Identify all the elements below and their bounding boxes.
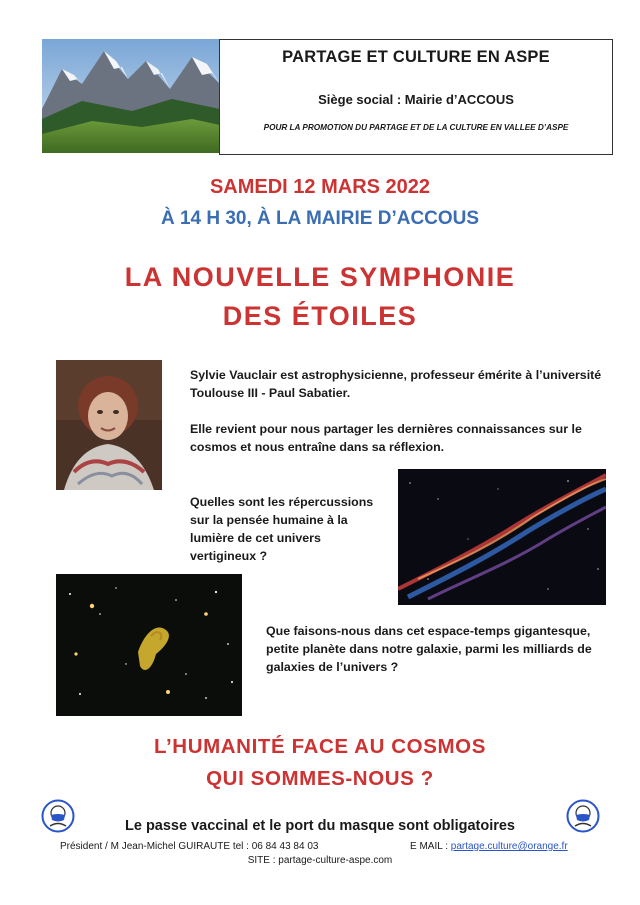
conclusion-line2: QUI SOMMES-NOUS ? [206, 767, 434, 790]
speaker-portrait [56, 360, 162, 490]
event-time-place: À 14 H 30, À LA MAIRIE D’ACCOUS [160, 208, 480, 229]
website: SITE : partage-culture-aspe.com [247, 855, 393, 866]
header-box [219, 39, 613, 155]
association-name: PARTAGE ET CULTURE EN ASPE [282, 48, 550, 66]
president-contact: Président / M Jean-Michel GUIRAUTE tel : 06 84 43 84 03 [60, 841, 319, 852]
event-title-line2: DES ÉTOILES [222, 301, 418, 331]
health-notice: Le passe vaccinal et le port du masque sont obligatoires [125, 818, 515, 834]
event-title-line1: LA NOUVELLE SYMPHONIE [124, 262, 516, 292]
question-one: Quelles sont les répercussions sur la pensée humaine à la lumière de cet univers vertigineux ? [190, 495, 374, 563]
nebula-image [398, 469, 606, 605]
question-two: Que faisons-nous dans cet espace-temps gigantesque, petite planète dans notre galaxie, parmi les milliards de galaxies de l’univers ? [266, 624, 592, 674]
speaker-bio: Sylvie Vauclair est astrophysicienne, professeur émérite à l’université Toulouse III - Paul Sabatier. [190, 368, 602, 400]
email-link[interactable]: partage.culture@orange.fr [450, 841, 568, 852]
conclusion-line1: L’HUMANITÉ FACE AU COSMOS [154, 735, 486, 758]
talk-description: Elle revient pour nous partager les dernières connaissances sur le cosmos et nous entraîne dans sa réflexion. [190, 422, 582, 454]
association-tagline: POUR LA PROMOTION DU PARTAGE ET DE LA CULTURE EN VALLEE D’ASPE [263, 123, 569, 132]
galaxy-image [56, 574, 242, 716]
mountain-photo [42, 39, 220, 153]
registered-office: Siège social : Mairie d’ACCOUS [318, 92, 514, 107]
event-date: SAMEDI 12 MARS 2022 [209, 176, 431, 198]
email-contact [410, 841, 568, 852]
email-label: E MAIL : [410, 841, 451, 852]
